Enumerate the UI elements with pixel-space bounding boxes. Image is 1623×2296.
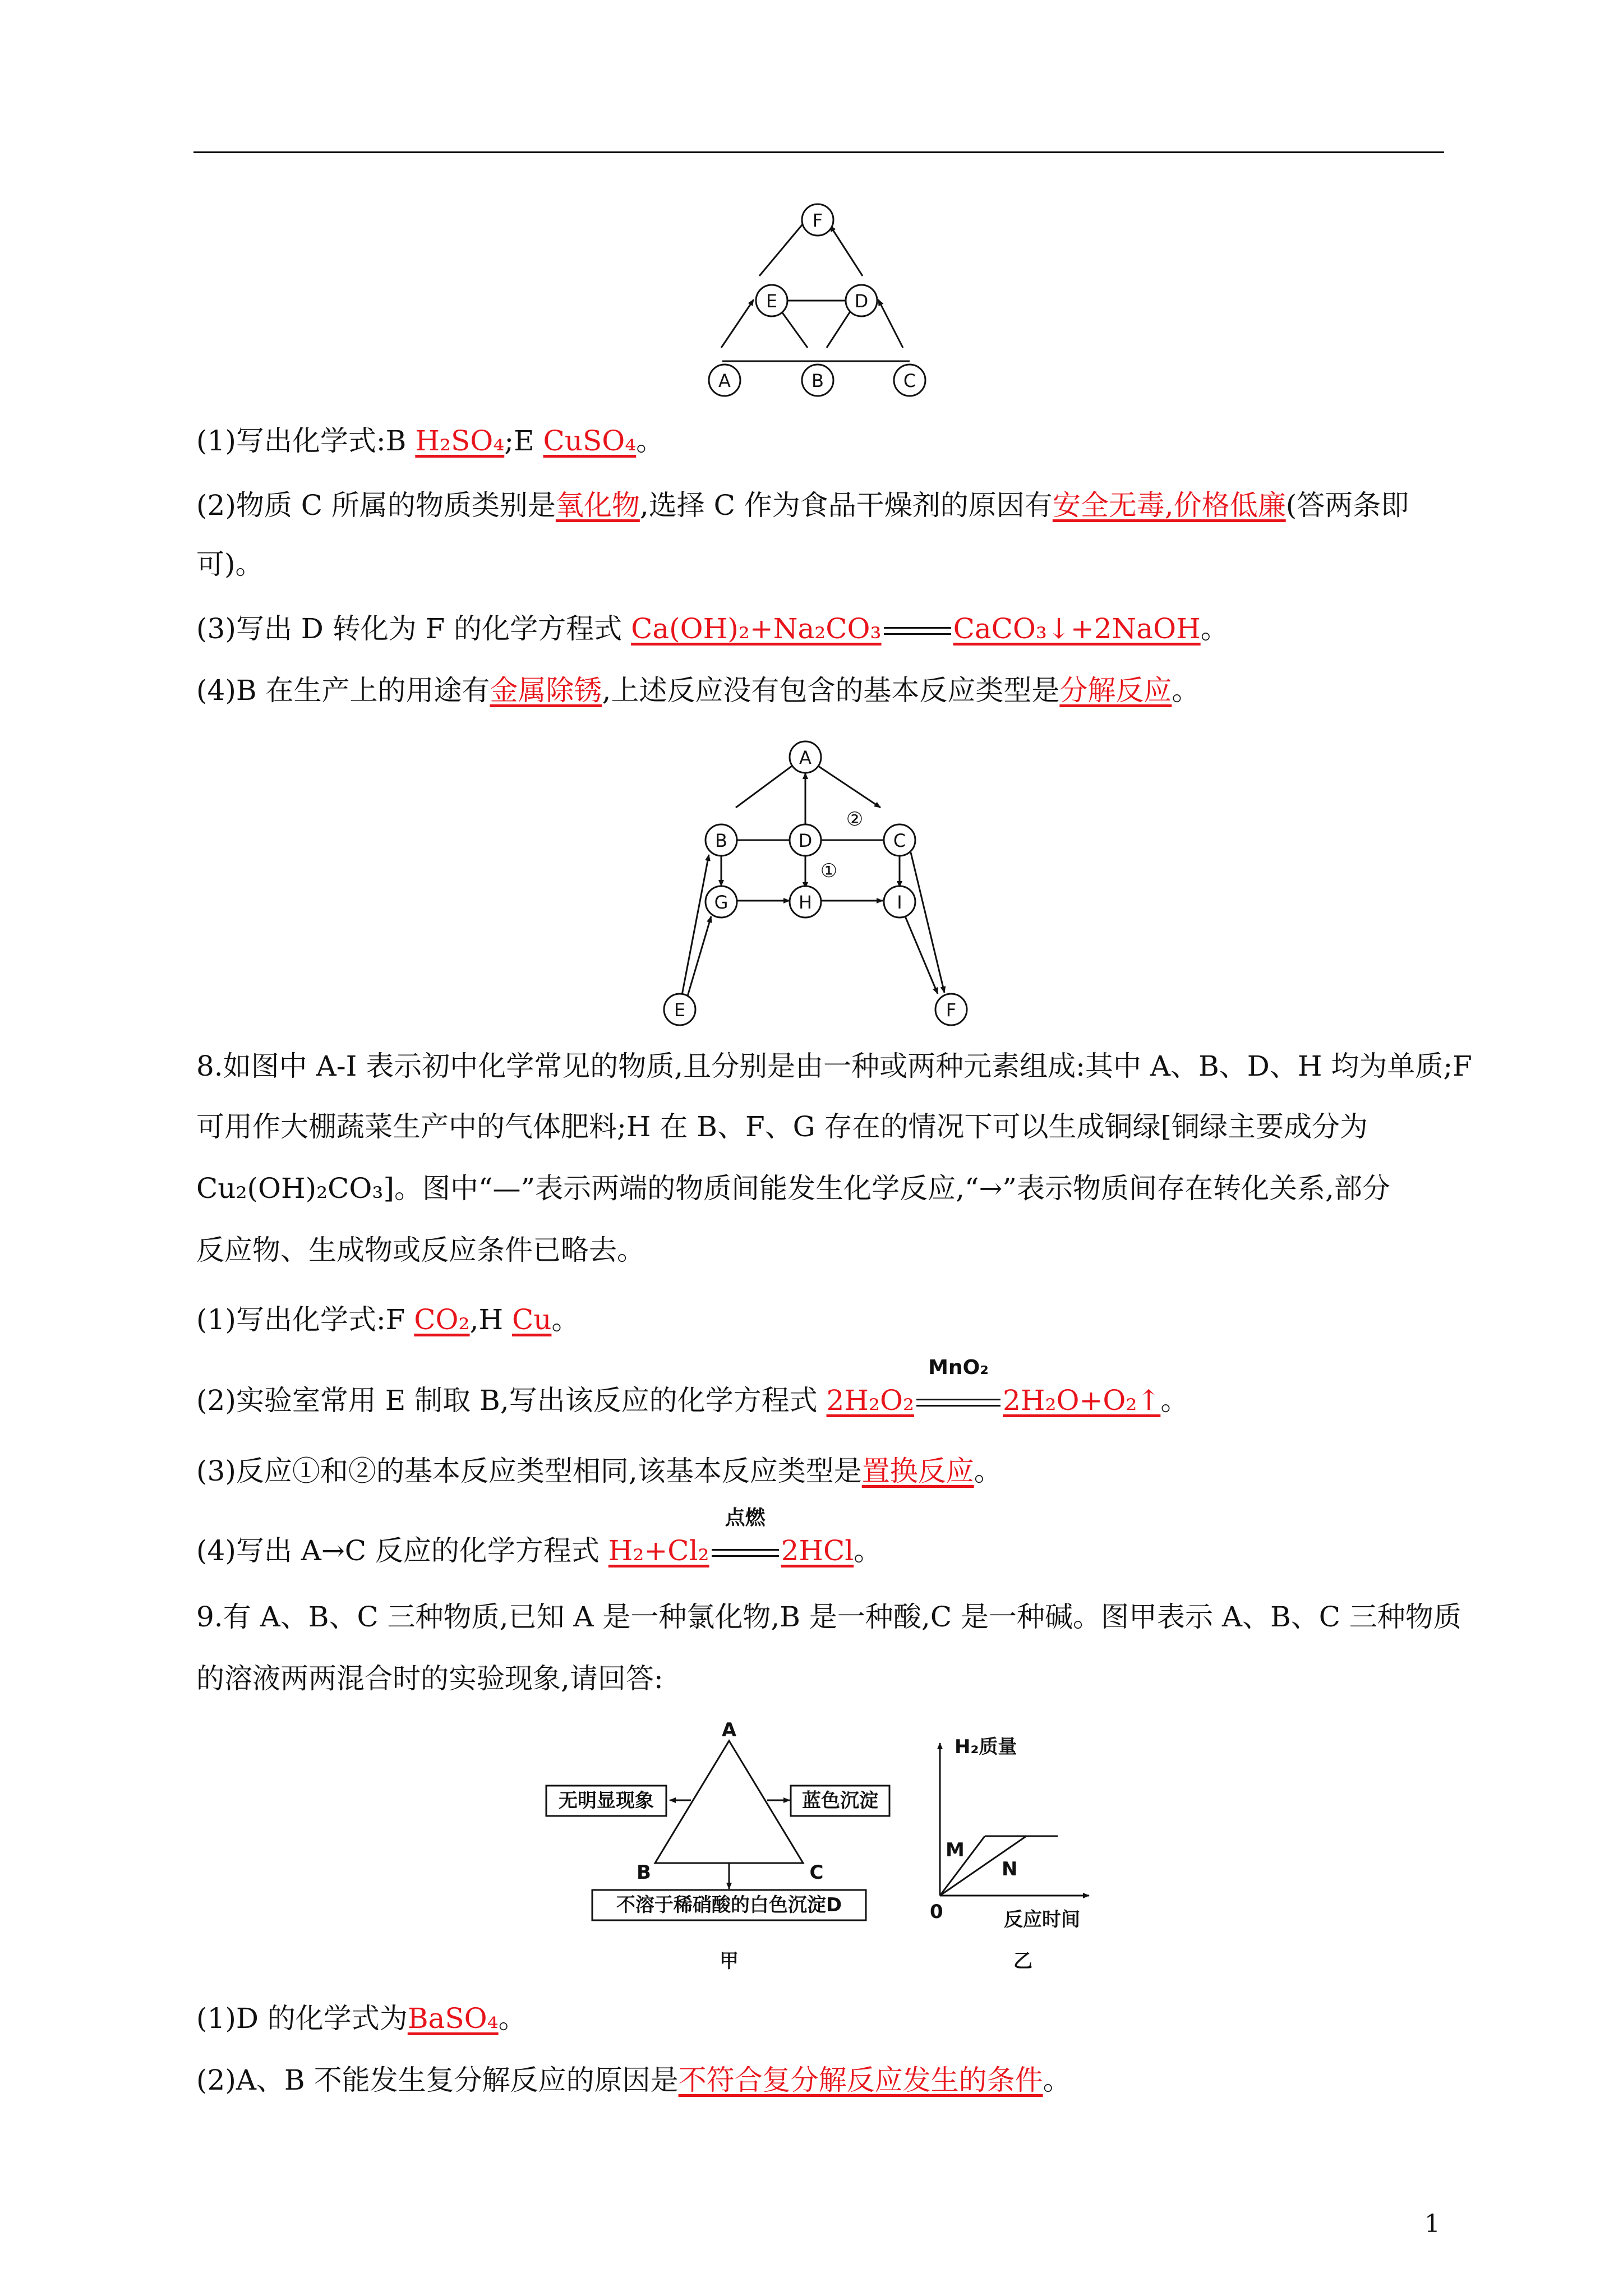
box-white-precipitate: 不溶于稀硝酸的白色沉淀D — [616, 1894, 842, 1916]
answer-reaction-type: 置换反应 — [861, 1455, 974, 1487]
node-label: F — [812, 210, 823, 231]
x-axis-label: 反应时间 — [1004, 1908, 1080, 1931]
q7-part2: (2)物质 C 所属的物质类别是氧化物,选择 C 作为食品干燥剂的原因有安全无毒,价格低廉(答两条即 — [196, 489, 1409, 522]
answer-missing-reaction-type: 分解反应 — [1059, 674, 1172, 707]
curve-label-m: M — [946, 1839, 965, 1861]
curve-label-n: N — [1002, 1858, 1018, 1880]
diagram-house-network — [645, 729, 993, 1043]
answer-f-formula: CO₂ — [414, 1303, 470, 1336]
node-label: G — [714, 892, 728, 913]
equation-equals-sign — [712, 1549, 779, 1557]
equation-equals-sign — [916, 1399, 1000, 1407]
vertex-label-b: B — [637, 1861, 651, 1884]
reaction-mark-1: ① — [820, 860, 838, 882]
node-label: C — [903, 370, 916, 391]
q9-intro-1: 9.有 A、B、C 三种物质,已知 A 是一种氯化物,B 是一种酸,C 是一种碱。图甲表示 A、B、C 三种物质 — [196, 1601, 1461, 1633]
y-axis-label: H₂质量 — [955, 1736, 1017, 1758]
q8-intro-1: 8.如图中 A-I 表示初中化学常见的物质,且分别是由一种或两种元素组成:其中 A、B、D、H 均为单质;F — [196, 1050, 1472, 1082]
equation-left: 2H₂O₂ — [826, 1384, 915, 1417]
diagram-triangle-network — [695, 191, 942, 404]
answer-e-formula: CuSO₄ — [543, 425, 637, 457]
equation-equals-sign — [884, 627, 951, 635]
q9-part1: (1)D 的化学式为BaSO₄。 — [196, 2002, 527, 2035]
node-label: E — [674, 999, 686, 1021]
answer-reason: 不符合复分解反应发生的条件 — [678, 2064, 1043, 2096]
node-label: B — [811, 370, 824, 391]
node-label: B — [715, 830, 727, 851]
node-label: I — [897, 892, 902, 913]
page-number: 1 — [1424, 2210, 1440, 2238]
q7-part1: (1)写出化学式:B H₂SO₄;E CuSO₄。 — [196, 425, 665, 457]
equation-left: Ca(OH)₂+Na₂CO₃ — [631, 612, 882, 645]
node-label: D — [798, 830, 813, 851]
q8-part4: (4)写出 A→C 反应的化学方程式 H₂+Cl₂ 点燃 2HCl。 — [196, 1533, 1447, 1568]
figure-yi — [920, 1727, 1133, 1985]
q8-part2: (2)实验室常用 E 制取 B,写出该反应的化学方程式 2H₂O₂ MnO₂ 2H₂O+O₂↑。 — [196, 1383, 1447, 1418]
reaction-mark-2: ② — [846, 808, 864, 831]
node-label: D — [854, 291, 869, 312]
q9-part2: (2)A、B 不能发生复分解反应的原因是不符合复分解反应发生的条件。 — [196, 2064, 1071, 2096]
node-label: E — [766, 291, 778, 312]
answer-c-category: 氧化物 — [555, 489, 640, 522]
answer-c-reason: 安全无毒,价格低廉 — [1052, 489, 1286, 522]
node-label: H — [798, 892, 813, 913]
node-label: F — [946, 999, 957, 1021]
origin-label: 0 — [930, 1901, 943, 1923]
q9-intro-2: 的溶液两两混合时的实验现象,请回答: — [196, 1662, 663, 1695]
q7-part4: (4)B 在生产上的用途有金属除锈,上述反应没有包含的基本反应类型是分解反应。 — [196, 674, 1200, 707]
node-label: A — [718, 370, 731, 391]
q8-part3: (3)反应①和②的基本反应类型相同,该基本反应类型是置换反应。 — [196, 1455, 1002, 1487]
answer-d-formula: BaSO₄ — [407, 2002, 499, 2035]
box-no-visible-change: 无明显现象 — [559, 1790, 654, 1812]
vertex-label-c: C — [809, 1861, 824, 1884]
vertex-label-a: A — [721, 1719, 737, 1741]
answer-h-formula: Cu — [511, 1303, 552, 1336]
figure-caption-yi: 乙 — [1013, 1950, 1032, 1972]
answer-b-use: 金属除锈 — [490, 674, 602, 707]
equation-right: CaCO₃↓+2NaOH — [953, 612, 1201, 645]
equation-left: H₂+Cl₂ — [608, 1534, 709, 1567]
figure-caption-jia: 甲 — [720, 1950, 739, 1972]
node-label: A — [799, 747, 811, 768]
q7-part3: (3)写出 D 转化为 F 的化学方程式 Ca(OH)₂+Na₂CO₃ CaCO₃↓+2NaOH。 — [196, 612, 1229, 645]
reaction-condition: 点燃 — [725, 1506, 766, 1529]
q7-part2-cont: 可)。 — [196, 548, 264, 580]
q8-intro-3: Cu₂(OH)₂CO₃]。图中“—”表示两端的物质间能发生化学反应,“→”表示物质间存在转化关系,部分 — [196, 1172, 1390, 1205]
answer-b-formula: H₂SO₄ — [415, 425, 505, 457]
box-blue-precipitate: 蓝色沉淀 — [802, 1790, 878, 1812]
q8-part1: (1)写出化学式:F CO₂,H Cu。 — [196, 1303, 580, 1336]
figure-jia — [538, 1716, 931, 1985]
q8-intro-2: 可用作大棚蔬菜生产中的气体肥料;H 在 B、F、G 存在的情况下可以生成铜绿[铜绿主要成分为 — [196, 1110, 1368, 1143]
q8-intro-4: 反应物、生成物或反应条件已略去。 — [196, 1234, 645, 1266]
node-label: C — [893, 830, 906, 851]
reaction-condition: MnO₂ — [928, 1356, 989, 1379]
equation-right: 2H₂O+O₂↑ — [1003, 1384, 1161, 1417]
equation-right: 2HCl — [781, 1534, 854, 1567]
header-rule — [193, 151, 1444, 153]
